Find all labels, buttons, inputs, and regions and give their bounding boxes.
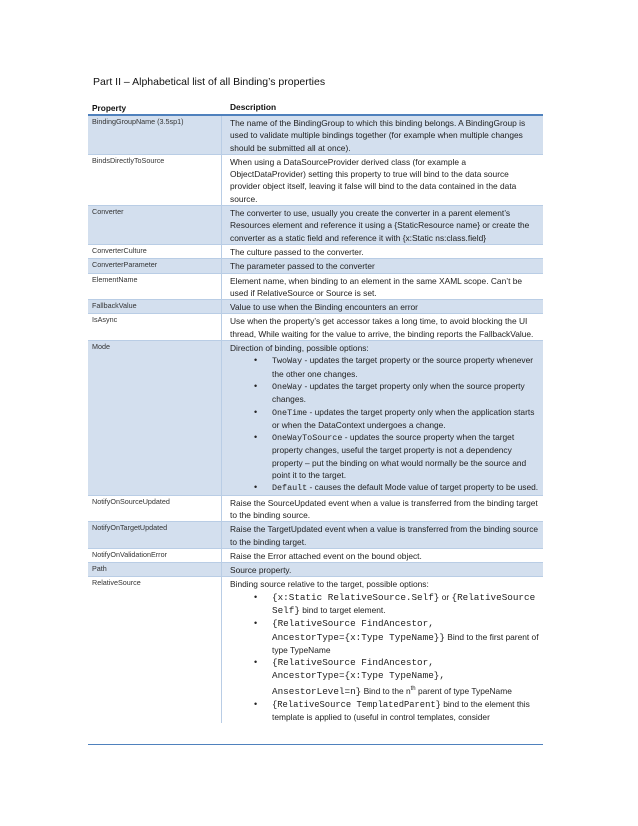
property-name: Path (88, 563, 222, 576)
mode-text: - causes the default Mode value of target property to be used. (307, 482, 539, 493)
table-row (88, 549, 543, 563)
mode-text: - updates the target property or the source property whenever the other one changes. (272, 355, 534, 379)
code-text: {x:Static RelativeSource.Self} (272, 591, 440, 603)
table-row (88, 206, 543, 245)
property-description: Raise the TargetUpdated event when a value is transferred from the binding source to the binding target. (230, 524, 539, 547)
table-row (88, 496, 543, 523)
mode-text: - updates the target property only when the application starts or when the DataContext undergoes a change. (272, 406, 535, 430)
list-item (272, 406, 539, 432)
table-row (88, 522, 543, 549)
list-item (272, 431, 539, 481)
property-name: BindingGroupName (3.5sp1) (88, 116, 222, 154)
table-bottom-rule (88, 744, 543, 745)
property-name: ElementName (88, 274, 222, 300)
property-description: Raise the SourceUpdated event when a value is transferred from the binding target to the binding source. (230, 497, 538, 520)
table-row (88, 577, 543, 723)
property-name: BindsDirectlyToSource (88, 155, 222, 205)
code-text: {RelativeSource Self} (272, 591, 536, 616)
mode-text: - updates the target property only when the source property changes. (272, 380, 525, 405)
property-description (222, 341, 543, 495)
section-heading: Part II – Alphabetical list of all Binding’s properties (93, 76, 326, 88)
property-description (222, 577, 543, 723)
list-item (272, 591, 539, 618)
option-text: Bind to the n (361, 685, 411, 696)
property-description: Source property. (230, 565, 292, 576)
mode-code: Default (272, 483, 308, 494)
property-description: The culture passed to the converter. (230, 246, 364, 257)
column-header-description: Description (230, 101, 277, 112)
list-item (272, 481, 539, 494)
option-text: Bind to the first parent of type TypeName (272, 631, 539, 655)
mode-code: TwoWay (272, 356, 303, 367)
list-item (272, 354, 539, 380)
relativesource-intro: Binding source relative to the target, possible options: (230, 579, 429, 590)
code-text: AncestorType={x:Type TypeName}} (272, 631, 445, 643)
property-description: The parameter passed to the converter (230, 261, 375, 272)
properties-table (88, 99, 543, 723)
property-description: The converter to use, usually you create the converter in a parent element’s Resources element and reference it using a {StaticResource name} or create the converter as a static field and reference it with {x:Static ns:class.field} (230, 208, 530, 243)
option-text: parent of type TypeName (415, 685, 512, 696)
property-description: Value to use when the Binding encounters an error (230, 302, 418, 313)
list-item (272, 380, 539, 406)
table-row (88, 116, 543, 155)
property-description: The name of the BindingGroup to which this binding belongs. A BindingGroup is used to validate multiple bindings together (for example when multiple changes should be submitted all at once). (230, 118, 526, 153)
list-item (272, 617, 539, 656)
code-text: AnsestorLevel=n} (272, 685, 362, 697)
table-row (88, 314, 543, 341)
option-text: bind to the element this template is applied to (useful in control templates, consider (272, 698, 530, 723)
table-row (88, 274, 543, 301)
mode-code: OneTime (272, 407, 308, 418)
code-text: AncestorType={x:Type TypeName}, (272, 670, 445, 682)
property-name: RelativeSource (88, 577, 222, 723)
property-name: Converter (88, 206, 222, 244)
property-name: ConverterCulture (88, 245, 222, 258)
superscript: th (410, 685, 416, 692)
property-description: Use when the property’s get accessor takes a long time, to avoid blocking the UI thread, While waiting for the value to arrive, the binding reports the FallbackValue. (230, 316, 534, 339)
option-text: bind to target element. (299, 604, 386, 615)
table-row (88, 245, 543, 259)
property-description: Raise the Error attached event on the bound object. (230, 550, 422, 561)
mode-intro: Direction of binding, possible options: (230, 343, 369, 354)
property-name: FallbackValue (88, 300, 222, 313)
table-row (88, 155, 543, 206)
mode-options-list (230, 354, 539, 494)
property-description: When using a DataSourceProvider derived class (for example a ObjectDataProvider) setting this property to true will bind to the data source provider object itself, leaving it false will bind to the data contained in the data source. (230, 156, 517, 204)
mode-code: OneWayToSource (272, 433, 343, 444)
property-name: NotifyOnValidationError (88, 549, 222, 562)
code-text: {RelativeSource FindAncestor, (272, 657, 434, 669)
table-row (88, 341, 543, 496)
table-row (88, 300, 543, 314)
code-text: {RelativeSource FindAncestor, (272, 618, 434, 630)
mode-text: - updates the source property when the target property changes, useful the target property is not a dependency property – put the binding on what would normally be the source and point it to the target. (272, 432, 527, 481)
property-name: NotifyOnSourceUpdated (88, 496, 222, 522)
property-description: Element name, when binding to an element in the same XAML scope. Can’t be used if RelativeSource or Source is set. (230, 275, 523, 298)
option-text: or (439, 591, 452, 602)
table-header (88, 99, 543, 116)
table-row (88, 563, 543, 577)
property-name: NotifyOnTargetUpdated (88, 522, 222, 548)
mode-code: OneWay (272, 381, 303, 392)
column-header-property: Property (92, 103, 127, 113)
property-name: ConverterParameter (88, 259, 222, 272)
table-row (88, 259, 543, 273)
list-item (272, 656, 539, 698)
property-name: Mode (88, 341, 222, 495)
list-item (272, 698, 539, 724)
relativesource-options-list (230, 591, 539, 724)
code-text: {RelativeSource TemplatedParent} (272, 699, 441, 710)
property-name: IsAsync (88, 314, 222, 340)
